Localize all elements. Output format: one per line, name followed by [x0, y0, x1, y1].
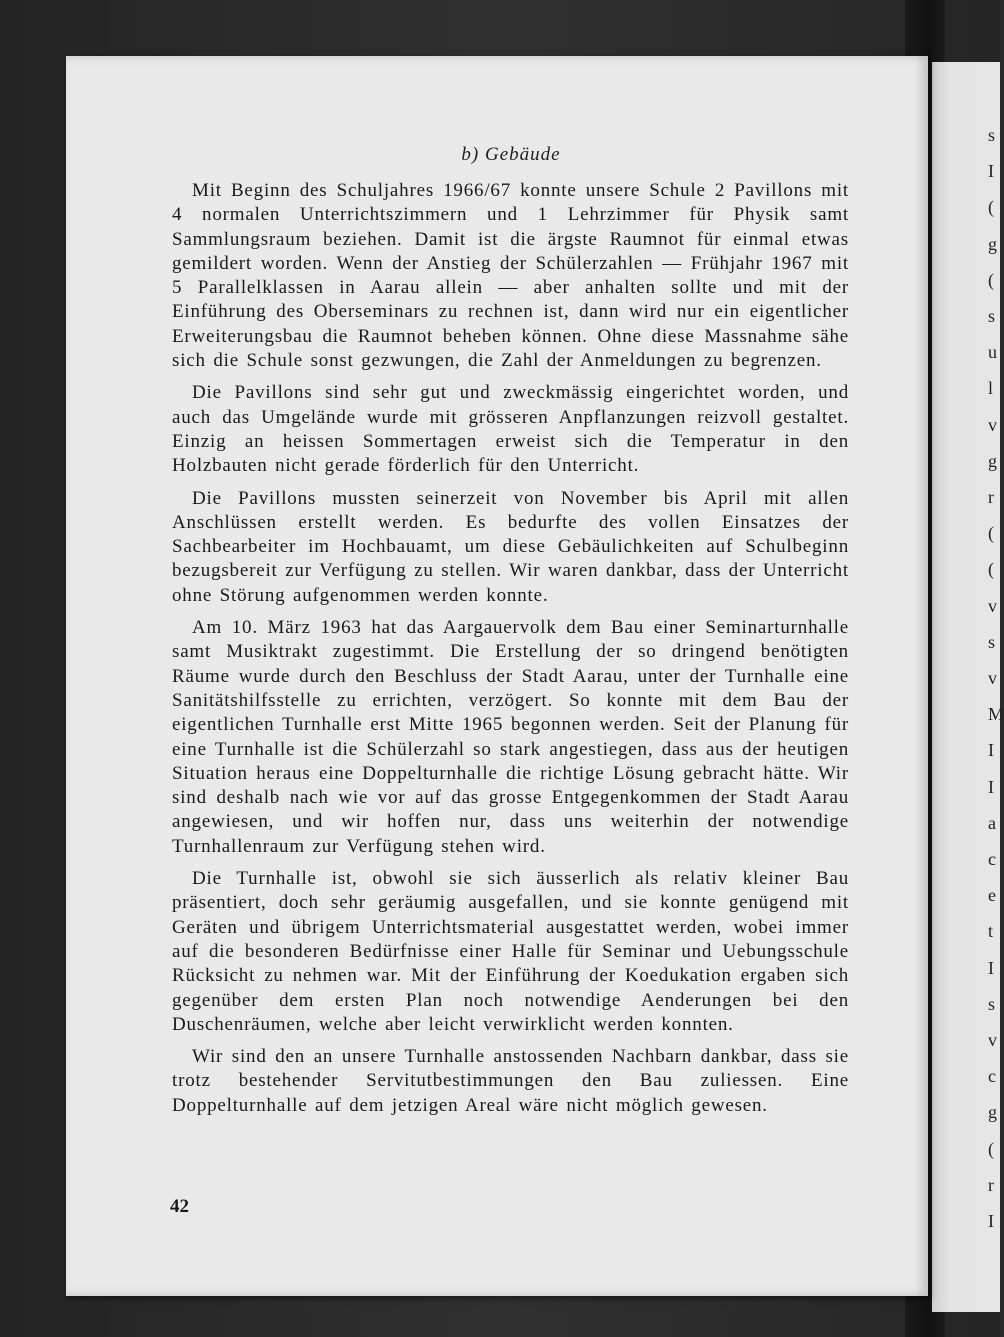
paragraph-6: Wir sind den an unsere Turnhalle anstossenden Nachbarn dankbar, dass sie trotz bestehender Servitutbestimmungen den Bau zuliessen. Eine Doppelturnhalle auf dem jetzigen Areal wäre nicht möglich gewesen. [172, 1046, 849, 1116]
facing-page-letter: c [988, 849, 996, 869]
facing-page-letter: a [988, 812, 996, 833]
facing-page-letter: I [988, 740, 994, 761]
page-number: 42 [170, 1196, 189, 1217]
facing-page-letter: v [988, 414, 997, 435]
paragraph-2: Die Pavillons sind sehr gut und zweckmässig eingerichtet worden, und auch das Umgelände wurde mit grösseren Anpflanzungen reizvoll gestaltet. Einzig an heissen Sommertagen erweist sich die Temperatur in den Holzbauten nicht gerade förderlich für den Unterricht. [172, 382, 849, 477]
facing-page-letter: g [988, 233, 997, 254]
facing-page-letter: v [988, 595, 997, 616]
facing-page-letter: e [988, 885, 996, 906]
book-page [66, 56, 928, 1296]
paragraph-4: Am 10. März 1963 hat das Aargauervolk dem Bau einer Seminarturnhalle samt Musiktrakt zugestimmt. Die Erstellung der so dringend benötigten Räume wurde durch den Beschluss der Stadt Aarau, unter der Turnhalle eine Sanitätshilfsstelle zu errichten, verzögert. So konnte mit dem Bau der eigentlichen Turnhalle erst Mitte 1965 begonnen werden. Seit der Planung für eine Turnhalle ist die Schülerzahl so stark angestiegen, dass aus der heutigen Situation heraus eine Doppelturnhalle die richtige Lösung gebracht hätte. Wir sind deshalb nach wie vor auf das grosse Entgegenkommen der Stadt Aarau angewiesen, und wir hoffen nur, dass uns weiterhin der notwendige Turnhallenraum zur Verfügung stehen wird. [172, 617, 849, 857]
paragraph-1: Mit Beginn des Schuljahres 1966/67 konnte unsere Schule 2 Pavillons mit 4 normalen Unterrichtszimmern und 1 Lehrzimmer für Physik samt Sammlungsraum beziehen. Damit ist die ärgste Raumnot für einmal etwas gemildert worden. Wenn der Anstieg der Schülerzahlen — Frühjahr 1967 mit 5 Parallelklassen in Aarau allein — aber anhalten sollte und mit der Einführung des Oberseminars zu rechnen ist, dann wird nur ein eigentlicher Erweiterungsbau die Raumnot beheben können. Ohne diese Massnahme sähe sich die Schule sonst gezwungen, die Zahl der Anmeldungen zu begrenzen. [172, 180, 849, 372]
facing-page-letter: g [988, 450, 997, 471]
facing-page-letter: I [988, 957, 994, 978]
facing-page-letter: t [988, 921, 994, 942]
facing-page-letter: M [988, 704, 1004, 725]
facing-page-letter: ( [988, 269, 994, 290]
facing-page-letter: I [988, 1211, 994, 1231]
section-heading: b) Gebäude [461, 144, 561, 165]
facing-page-letter: s [988, 993, 996, 1014]
paragraph-3: Die Pavillons mussten seinerzeit von November bis April mit allen Anschlüssen erstellt werden. Es bedurfte des vollen Einsatzes der Sachbearbeiter im Hochbauamt, um diese Gebäulichkeiten auf Schulbeginn bezugsbereit zur Verfügung zu stellen. Wir waren dankbar, dass der Unterricht ohne Störung aufgenommen werden konnte. [172, 487, 849, 606]
facing-page-letter: r [988, 487, 994, 507]
facing-page-letter: l [988, 378, 994, 399]
body-text [172, 179, 849, 1126]
facing-page-letter: s [988, 306, 996, 326]
facing-page-letter: ( [988, 523, 994, 544]
facing-page-letter: ( [988, 1138, 994, 1159]
facing-page-letter: ( [988, 559, 994, 580]
facing-page-letter: I [988, 161, 994, 182]
facing-page-letter: v [988, 1030, 997, 1050]
facing-page-letter: r [988, 1174, 994, 1195]
facing-page-letter: c [988, 1066, 996, 1087]
facing-page-letter: s [988, 631, 996, 652]
facing-page-letter: u [988, 342, 997, 363]
facing-page-edge [932, 62, 1004, 1312]
facing-page-letter: I [988, 776, 994, 797]
facing-page-letter: s [988, 125, 996, 145]
facing-page-letter: ( [988, 197, 994, 218]
facing-page-letter: v [988, 668, 997, 688]
facing-page-letter: g [988, 1102, 997, 1123]
paragraph-5: Die Turnhalle ist, obwohl sie sich äusserlich als relativ kleiner Bau präsentiert, doch sehr geräumig ausgefallen, und sie konnte genügend mit Geräten und übrigem Unterrichtsmaterial ausgestattet werden, wobei immer auf die besonderen Bedürfnisse einer Halle für Seminar und Uebungsschule Rücksicht zu nehmen war. Mit der Einführung der Koedukation ergaben sich gegenüber dem ersten Plan noch notwendige Aenderungen bei den Duschenräumen, welche aber leicht verwirklicht werden konnten. [172, 868, 849, 1035]
